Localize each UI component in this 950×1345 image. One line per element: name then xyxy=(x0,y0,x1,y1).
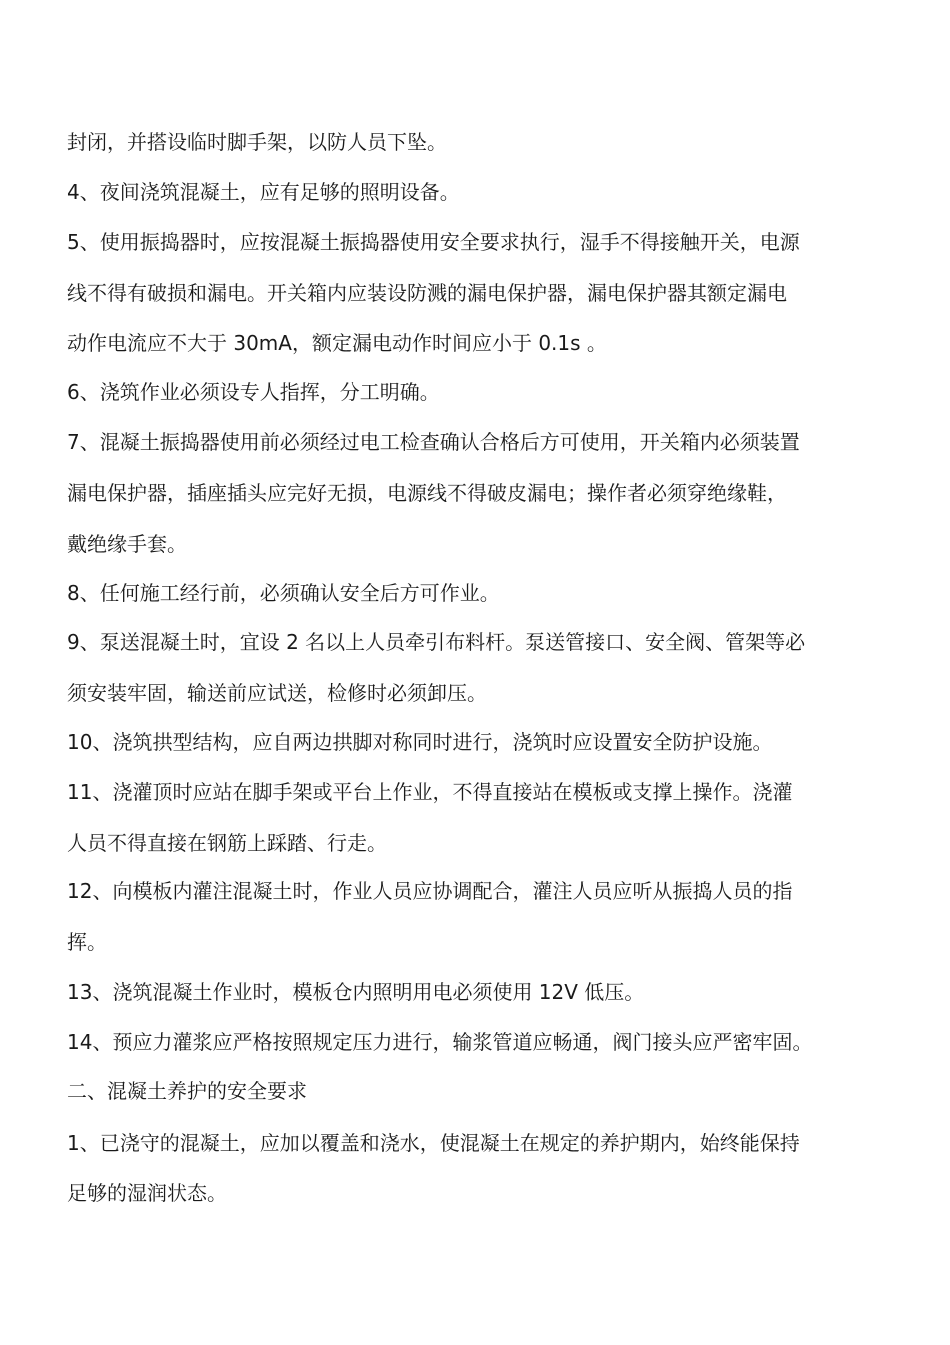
text-line: 8、任何施工经行前，必须确认安全后方可作业。 xyxy=(67,581,500,605)
text-line: 10、浇筑拱型结构，应自两边拱脚对称同时进行，浇筑时应设置安全防护设施。 xyxy=(67,730,773,754)
text-line: 7、混凝土振捣器使用前必须经过电工检查确认合格后方可使用，开关箱内必须装置 xyxy=(67,430,800,454)
text-line: 戴绝缘手套。 xyxy=(67,532,187,556)
text-line: 封闭，并搭设临时脚手架，以防人员下坠。 xyxy=(67,130,447,154)
text-line: 足够的湿润状态。 xyxy=(67,1181,227,1205)
text-line: 11、浇灌顶时应站在脚手架或平台上作业，不得直接站在模板或支撑上操作。浇灌 xyxy=(67,780,793,804)
text-line: 动作电流应不大于 30mA，额定漏电动作时间应小于 0.1s 。 xyxy=(67,331,607,355)
text-line: 9、泵送混凝土时，宜设 2 名以上人员牵引布料杆。泵送管接口、安全阀、管架等必 xyxy=(67,630,806,654)
text-line: 须安装牢固，输送前应试送，检修时必须卸压。 xyxy=(67,681,487,705)
text-line: 4、夜间浇筑混凝土，应有足够的照明设备。 xyxy=(67,180,460,204)
text-line: 12、向模板内灌注混凝土时，作业人员应协调配合，灌注人员应听从振捣人员的指 xyxy=(67,879,793,903)
text-line: 14、预应力灌浆应严格按照规定压力进行，输浆管道应畅通，阀门接头应严密牢固。 xyxy=(67,1030,813,1054)
text-line: 漏电保护器，插座插头应完好无损，电源线不得破皮漏电；操作者必须穿绝缘鞋， xyxy=(67,481,787,505)
text-line: 13、浇筑混凝土作业时，模板仓内照明用电必须使用 12V 低压。 xyxy=(67,980,645,1004)
section-heading: 二、混凝土养护的安全要求 xyxy=(67,1079,307,1103)
text-line: 1、已浇守的混凝土，应加以覆盖和浇水，使混凝土在规定的养护期内，始终能保持 xyxy=(67,1131,800,1155)
text-line: 6、浇筑作业必须设专人指挥，分工明确。 xyxy=(67,380,440,404)
text-line: 线不得有破损和漏电。开关箱内应装设防溅的漏电保护器，漏电保护器其额定漏电 xyxy=(67,281,787,305)
text-line: 挥。 xyxy=(67,930,107,954)
text-line: 5、使用振捣器时，应按混凝土振捣器使用安全要求执行，湿手不得接触开关，电源 xyxy=(67,230,800,254)
text-line: 人员不得直接在钢筋上踩踏、行走。 xyxy=(67,831,387,855)
